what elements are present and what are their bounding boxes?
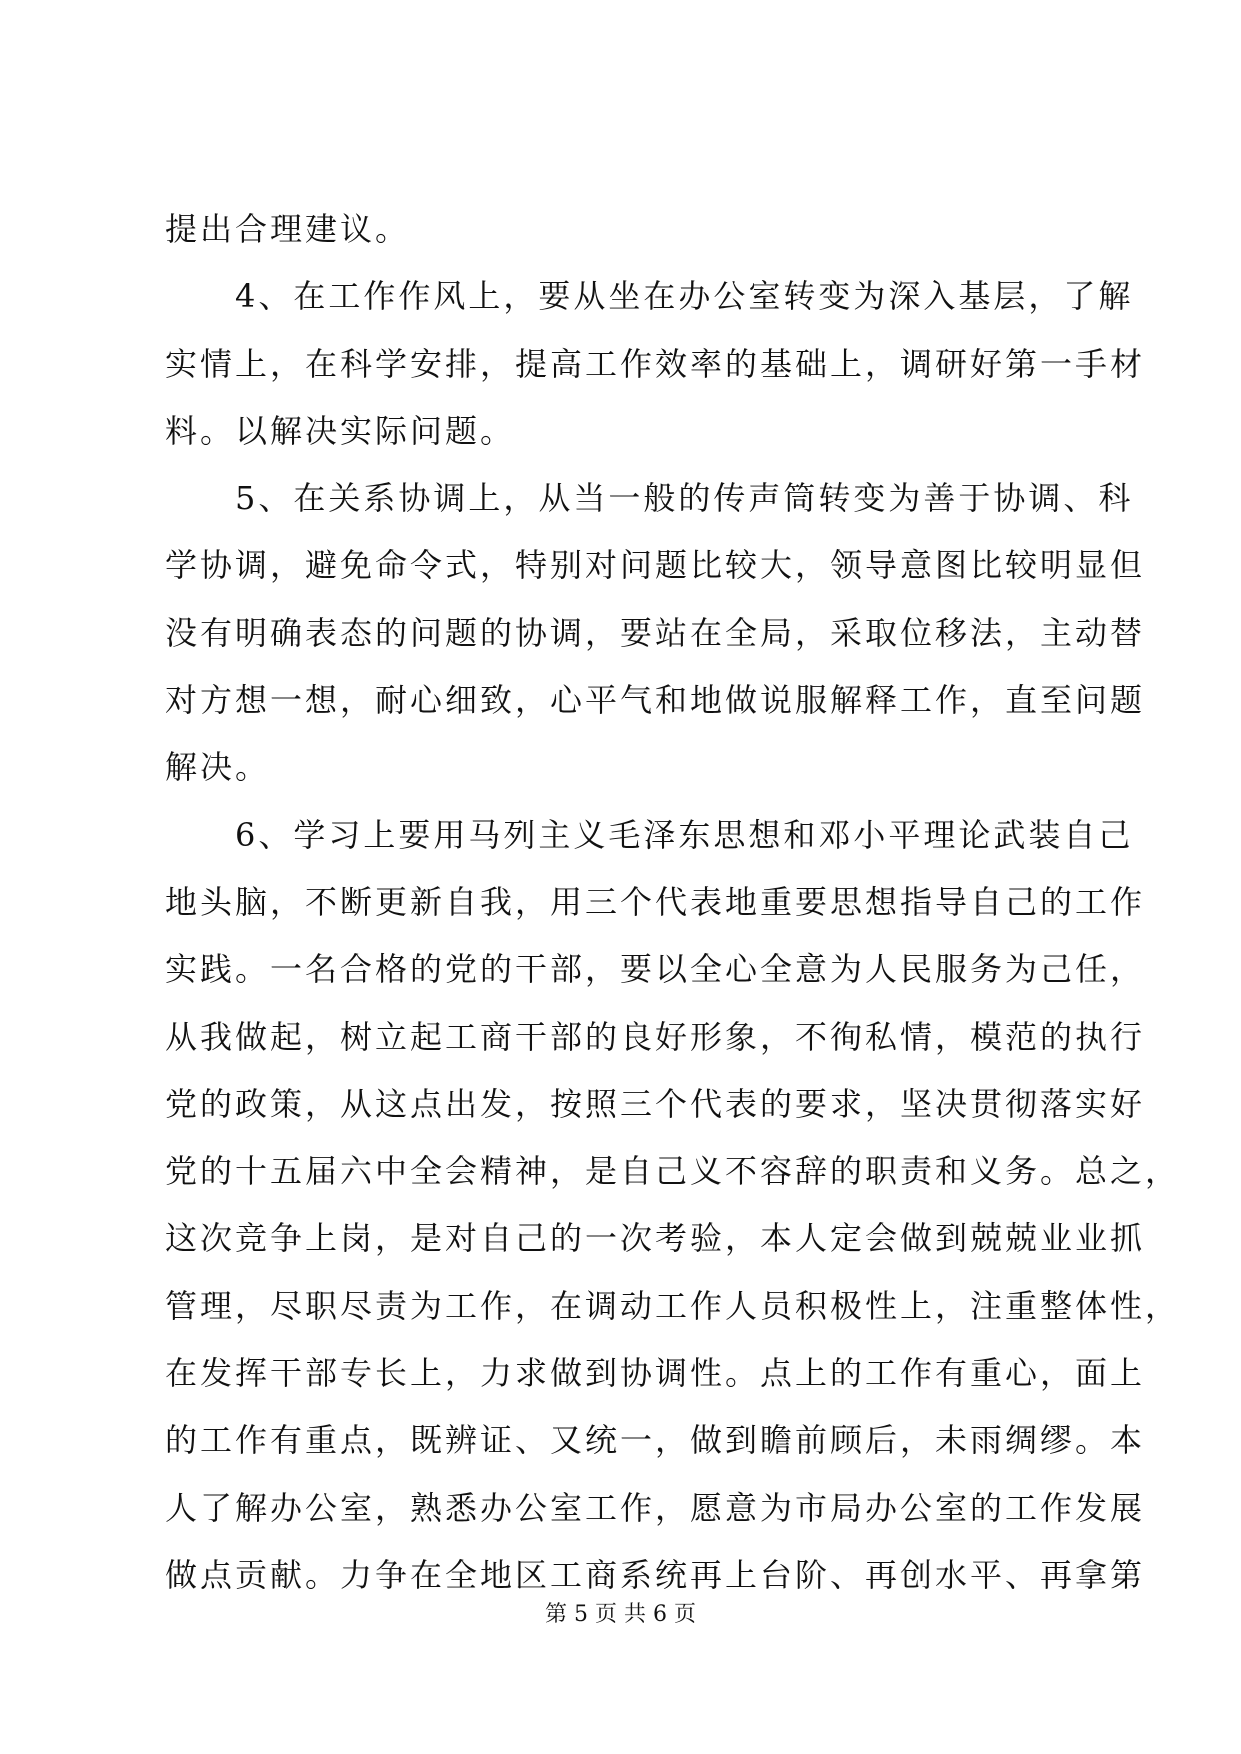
text-line: 管理，尽职尽责为工作，在调动工作人员积极性上，注重整体性， [165,1286,1181,1325]
text-line: 地头脑，不断更新自我，用三个代表地重要思想指导自己的工作 [165,882,1146,921]
text-line: 在发挥干部专长上，力求做到协调性。点上的工作有重心，面上 [165,1354,1146,1393]
text-line: 实情上，在科学安排，提高工作效率的基础上，调研好第一手材 [165,344,1146,383]
document-body [165,196,1181,1609]
text-line: 5、在关系协调上，从当一般的传声筒转变为善于协调、科 [165,479,1134,518]
text-line: 这次竞争上岗，是对自己的一次考验，本人定会做到兢兢业业抓 [165,1219,1146,1258]
text-line: 6、学习上要用马列主义毛泽东思想和邓小平理论武装自己 [165,815,1134,854]
text-line: 提出合理建议。 [165,210,411,248]
text-line: 没有明确表态的问题的协调，要站在全局，采取位移法，主动替 [165,613,1146,652]
text-line: 实践。一名合格的党的干部，要以全心全意为人民服务为己任， [165,950,1146,989]
text-line: 党的政策，从这点出发，按照三个代表的要求，坚决贯彻落实好 [165,1084,1146,1123]
text-line: 料。以解决实际问题。 [165,411,516,450]
text-line: 4、在工作作风上，要从坐在办公室转变为深入基层，了解 [165,277,1134,316]
text-line: 对方想一想，耐心细致，心平气和地做说服解释工作，直至问题 [165,681,1146,720]
text-line: 做点贡献。力争在全地区工商系统再上台阶、再创水平、再拿第 [165,1555,1146,1594]
text-line: 解决。 [165,748,271,787]
text-line: 从我做起，树立起工商干部的良好形象，不徇私情，模范的执行 [165,1017,1146,1056]
text-line: 学协调，避免命令式，特别对问题比较大，领导意图比较明显但 [165,546,1146,585]
page-number-footer: 第 5 页 共 6 页 [545,1602,696,1627]
text-line: 的工作有重点，既辨证、又统一，做到瞻前顾后，未雨绸缪。本 [165,1421,1146,1460]
text-line: 人了解办公室，熟悉办公室工作，愿意为市局办公室的工作发展 [165,1488,1146,1527]
text-line: 党的十五届六中全会精神，是自己义不容辞的职责和义务。总之， [165,1152,1181,1191]
